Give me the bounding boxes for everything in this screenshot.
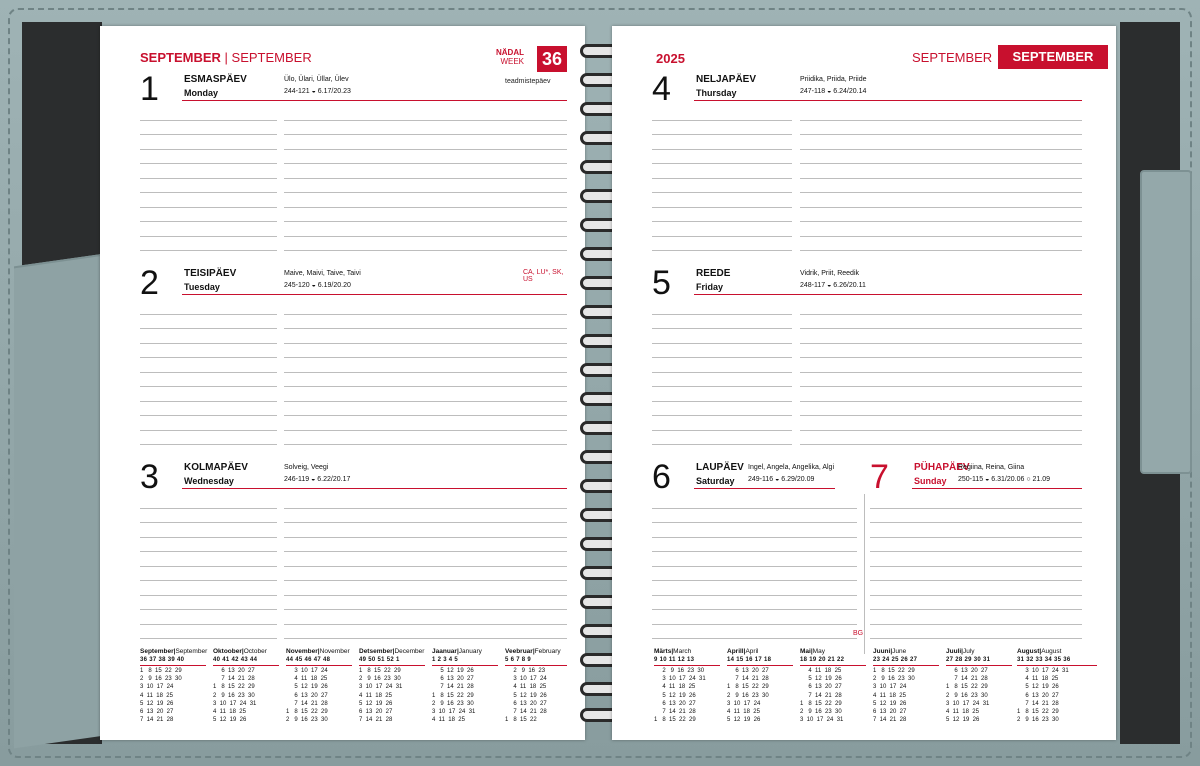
day-block-5 bbox=[652, 266, 1082, 446]
mini-calendar-march: Märts|March 9 10 11 12 13 2 9 16 23 30 3 10 17 24 31 4 11 18 25 5 12 19 26 6 13 20 27 7 14 21 28 1 8 15 22 29 bbox=[654, 648, 726, 728]
sun-info: 247-118 ◒ 6.24/20.14 bbox=[800, 88, 867, 95]
name-days: Regiina, Reina, Giina bbox=[958, 464, 1025, 471]
mini-calendar-may: Mai|May 18 19 20 21 22 4 11 18 25 5 12 19 26 6 13 20 27 7 14 21 28 1 8 15 22 29 2 9 16 23 30 3 10 17 24 31 bbox=[800, 648, 872, 728]
day-name-et: REEDE bbox=[696, 268, 731, 279]
day-name-en: Thursday bbox=[696, 88, 737, 98]
day-name-en: Saturday bbox=[696, 476, 735, 486]
note-lines bbox=[284, 300, 567, 445]
day-name-et: KOLMAPÄEV bbox=[184, 462, 248, 473]
sun-info: 250-115 ◒ 6.31/20.06 ○ 21.09 bbox=[958, 476, 1051, 483]
day-number: 5 bbox=[652, 264, 671, 302]
day-name-en: Sunday bbox=[914, 476, 947, 486]
day-number: 6 bbox=[652, 458, 671, 496]
day-rule bbox=[694, 100, 1082, 101]
week-number-badge: 36 bbox=[537, 46, 567, 72]
sun-info: 245-120 ◒ 6.19/20.20 bbox=[284, 282, 351, 289]
mini-calendar-july: Juuli|July 27 28 29 30 31 6 13 20 27 7 14 21 28 1 8 15 22 29 2 9 16 23 30 3 10 17 24 31 4 11 18 25 5 12 19 26 bbox=[946, 648, 1018, 728]
page-header-month: SEPTEMBER | SEPTEMBER bbox=[140, 50, 312, 65]
month-en: SEPTEMBER bbox=[231, 50, 312, 65]
column-divider bbox=[864, 494, 865, 654]
note-lines bbox=[140, 494, 277, 639]
note-lines bbox=[140, 106, 277, 251]
mini-calendar-december: Detsember|December 49 50 51 52 1 1 8 15 22 29 2 9 16 23 30 3 10 17 24 31 4 11 18 25 5 12 19 26 6 13 20 27 7 14 21 28 bbox=[359, 648, 425, 724]
week-label: NÄDAL WEEK bbox=[496, 48, 524, 66]
day-rule bbox=[912, 488, 1082, 489]
day-block-4 bbox=[652, 72, 1082, 252]
day-name-en: Tuesday bbox=[184, 282, 220, 292]
name-days: Ingel, Angela, Angelika, Algi bbox=[748, 464, 835, 471]
day-rule bbox=[694, 488, 835, 489]
pen-strap bbox=[1140, 170, 1192, 474]
day-number: 7 bbox=[870, 458, 889, 496]
day-number: 3 bbox=[140, 458, 159, 496]
mini-calendar-november: November|November 44 45 46 47 48 3 10 17 24 4 11 18 25 5 12 19 26 6 13 20 27 7 14 21 28 1 8 15 22 29 2 9 16 23 30 bbox=[286, 648, 358, 728]
day-name-et: ESMASPÄEV bbox=[184, 74, 247, 85]
name-days: Vidrik, Priit, Reedik bbox=[800, 270, 860, 277]
note-lines bbox=[800, 300, 1082, 445]
mini-calendar-october: Oktoober|October 40 41 42 43 44 6 13 20 27 7 14 21 28 1 8 15 22 29 2 9 16 23 30 3 10 17 24 31 4 11 18 25 5 12 19 26 bbox=[213, 648, 285, 728]
name-days: Ülo, Ülari, Üllar, Ülev bbox=[284, 76, 349, 83]
sun-info: 249-116 ◒ 6.29/20.09 bbox=[748, 476, 815, 483]
day-rule bbox=[694, 294, 1082, 295]
day-rule bbox=[182, 488, 567, 489]
name-days: Maive, Maivi, Taive, Taivi bbox=[284, 270, 361, 277]
day-block-7 bbox=[853, 458, 1082, 640]
day-block-3 bbox=[140, 460, 567, 640]
note-lines bbox=[652, 106, 792, 251]
sun-info: 244-121 ◒ 6.17/20.23 bbox=[284, 88, 351, 95]
year-label: 2025 bbox=[656, 51, 685, 66]
note-lines bbox=[140, 300, 277, 445]
note-lines bbox=[652, 300, 792, 445]
note-lines bbox=[870, 494, 1082, 639]
day-rule bbox=[182, 294, 567, 295]
mini-calendar-september: September|September 36 37 38 39 40 1 8 15 22 29 2 9 16 23 30 3 10 17 24 4 11 18 25 5 12 19 26 6 13 20 27 7 14 21 28 bbox=[140, 648, 208, 724]
month-tab: SEPTEMBER bbox=[998, 45, 1108, 69]
day-name-et: PÜHAPÄEV bbox=[914, 462, 970, 473]
name-days: Priidika, Priida, Priide bbox=[800, 76, 867, 83]
country-holidays-note: CA, LU*, SK, US bbox=[523, 269, 564, 283]
day-number: 2 bbox=[140, 264, 159, 302]
name-days: Solveig, Veegi bbox=[284, 464, 329, 471]
left-page bbox=[100, 26, 585, 740]
day-name-en: Wednesday bbox=[184, 476, 234, 486]
mini-calendar-february: Veebruar|February 5 6 7 8 9 2 9 16 23 3 10 17 24 4 11 18 25 5 12 19 26 6 13 20 27 7 14 21 28 1 8 15 22 bbox=[505, 648, 577, 728]
month-et: SEPTEMBER bbox=[912, 50, 993, 65]
mini-calendar-june: Juuni|June 23 24 25 26 27 1 8 15 22 29 2 9 16 23 30 3 10 17 24 4 11 18 25 5 12 19 26 6 13 20 27 7 14 21 28 bbox=[873, 648, 945, 728]
day-name-et: LAUPÄEV bbox=[696, 462, 744, 473]
day-name-en: Monday bbox=[184, 88, 219, 98]
sun-info: 248-117 ◒ 6.26/20.11 bbox=[800, 282, 866, 289]
note-lines bbox=[652, 494, 857, 639]
country-holidays-note: BG bbox=[853, 630, 864, 637]
day-block-6 bbox=[652, 460, 857, 640]
sun-info: 246-119 ◒ 6.22/20.17 bbox=[284, 476, 351, 483]
mini-calendar-august: August|August 31 32 33 34 35 36 3 10 17 24 31 4 11 18 25 5 12 19 26 6 13 20 27 7 14 21 28 1 8 15 22 29 2 9 16 23 30 bbox=[1017, 648, 1107, 728]
note-lines bbox=[800, 106, 1082, 251]
card-pocket bbox=[14, 254, 104, 749]
mini-calendar-april: Aprill|April 14 15 16 17 18 6 13 20 27 7 14 21 28 1 8 15 22 29 2 9 16 23 30 3 10 17 24 4 11 18 25 5 12 19 26 bbox=[727, 648, 799, 728]
day-name-et: NELJAPÄEV bbox=[696, 74, 757, 85]
day-number: 4 bbox=[652, 70, 671, 108]
day-block-2 bbox=[140, 266, 567, 446]
right-page bbox=[612, 26, 1116, 740]
day-name-et: TEISIPÄEV bbox=[184, 268, 237, 279]
mini-calendar-january: Jaanuar|January 1 2 3 4 5 5 12 19 26 6 13 20 27 7 14 21 28 1 8 15 22 29 2 9 16 23 30 3 10 17 24 31 4 11 18 25 bbox=[432, 648, 504, 728]
note-lines bbox=[284, 106, 567, 251]
day-number: 1 bbox=[140, 70, 159, 108]
day-rule bbox=[182, 100, 567, 101]
holiday-note: teadmistepäev bbox=[505, 78, 551, 85]
note-lines bbox=[284, 494, 567, 639]
month-et: SEPTEMBER bbox=[140, 50, 221, 65]
day-name-en: Friday bbox=[696, 282, 724, 292]
